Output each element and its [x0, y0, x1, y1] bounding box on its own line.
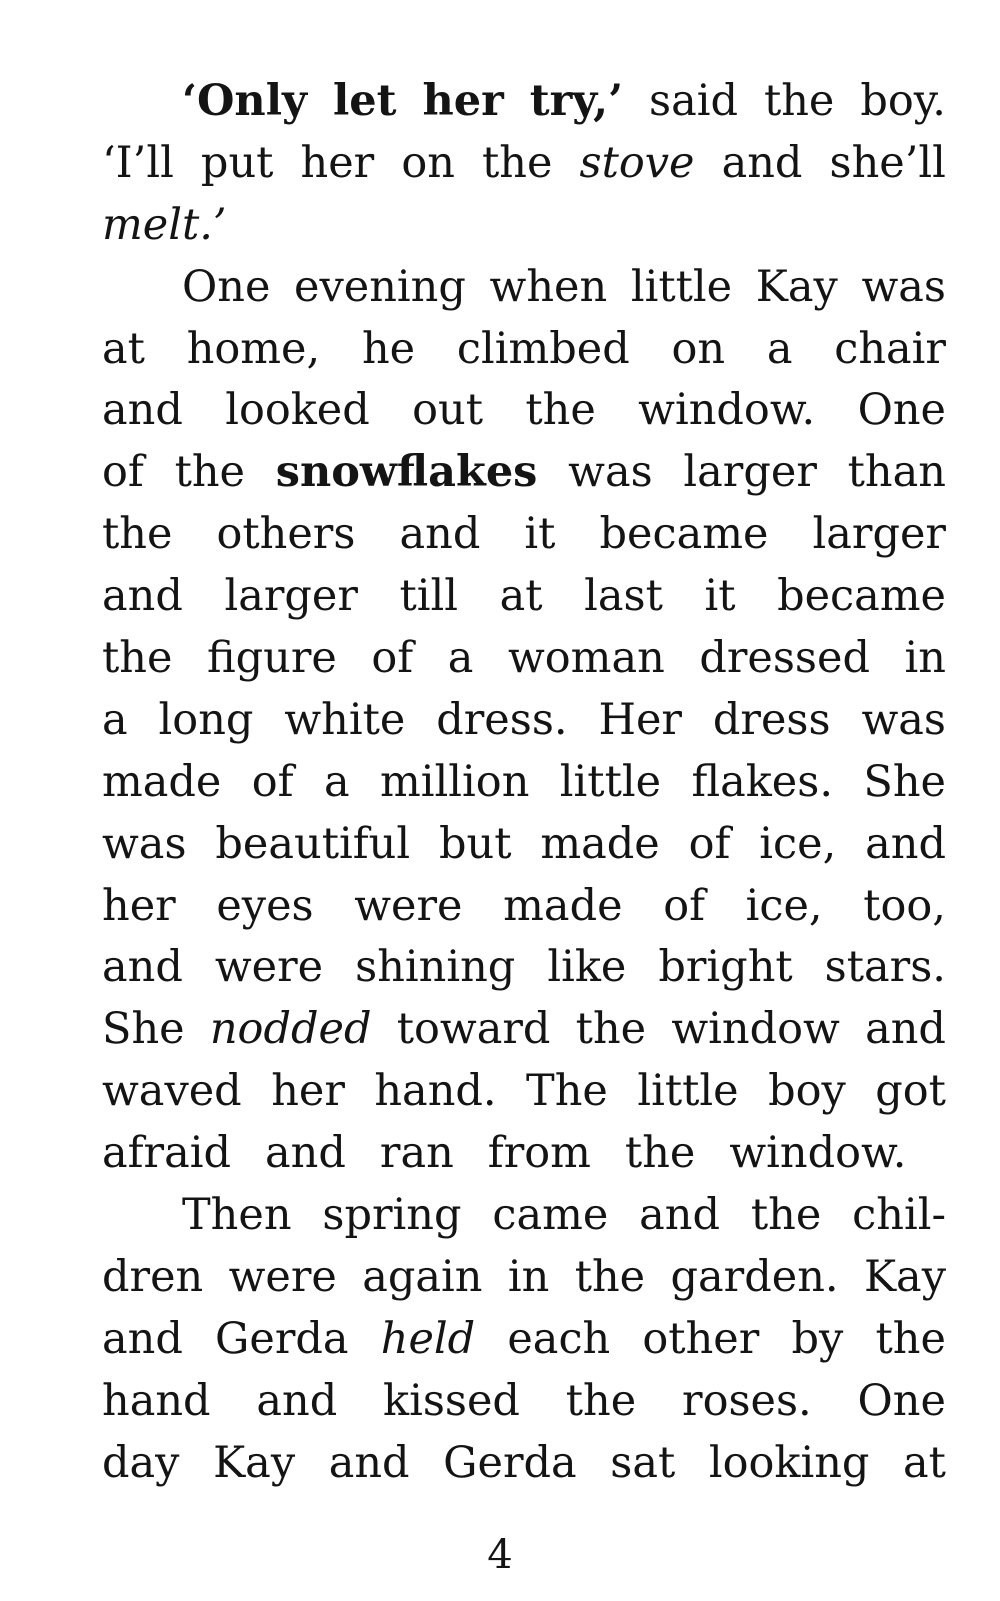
text-line [102, 751, 946, 813]
word: her [300, 137, 375, 188]
word: were [354, 880, 463, 931]
word: was [861, 261, 946, 312]
word: in [904, 633, 946, 684]
word: flakes. [691, 756, 833, 807]
word: and [102, 571, 183, 622]
word: She [102, 1004, 185, 1055]
word: try,’ [529, 76, 624, 126]
word: Gerda [215, 1313, 349, 1364]
word: little [637, 1066, 739, 1117]
word: it [704, 571, 736, 622]
word: on [401, 137, 455, 188]
word: dren [102, 1251, 204, 1302]
text-line [102, 1060, 946, 1122]
word: and [265, 1128, 346, 1179]
word: ‘Only [182, 76, 308, 126]
word: ice, [745, 880, 823, 931]
word: woman [507, 633, 665, 684]
word: dress [712, 694, 831, 745]
word: by [791, 1313, 844, 1364]
word: again [362, 1251, 483, 1302]
word: till [399, 571, 459, 622]
word: the [875, 1313, 946, 1364]
text-line [102, 936, 946, 998]
word: the [525, 385, 596, 436]
word: too, [863, 880, 946, 931]
word: the [763, 76, 835, 126]
word: a [102, 694, 128, 745]
word: and [102, 1313, 183, 1364]
word: window [671, 1004, 840, 1055]
word: and [865, 1004, 946, 1055]
word: hand. [374, 1066, 497, 1117]
word: eyes [216, 880, 314, 931]
word: shining [355, 942, 516, 993]
word: Gerda [443, 1437, 577, 1488]
word: made [540, 818, 660, 869]
word: Kay [755, 261, 838, 312]
word: white [284, 694, 406, 745]
word: of [663, 880, 705, 931]
word: became [777, 571, 946, 622]
text-line [102, 1370, 946, 1432]
word: let [332, 76, 397, 126]
word: larger [224, 571, 358, 622]
word: evening [294, 261, 466, 312]
word: window. [638, 385, 816, 436]
text-line [102, 256, 946, 318]
word: were [214, 942, 324, 993]
word: afraid [102, 1128, 232, 1179]
word: stars. [824, 942, 946, 993]
word: Then [182, 1190, 292, 1241]
word: ‘I’ll [102, 137, 174, 188]
word: at [903, 1437, 946, 1488]
text-line [102, 813, 946, 875]
word: each [507, 1313, 611, 1364]
word: Kay [863, 1251, 946, 1302]
word: got [875, 1066, 946, 1117]
word: a [447, 633, 474, 684]
word: little [630, 261, 733, 312]
word: The [526, 1066, 608, 1117]
word: her [271, 1066, 345, 1117]
word: of [371, 633, 414, 684]
word: ran [379, 1128, 454, 1179]
word: but [438, 818, 512, 869]
text-line [102, 689, 946, 751]
word: put [200, 137, 274, 188]
text-line [102, 1246, 946, 1308]
text-line [102, 1432, 946, 1494]
word: she’ll [829, 137, 946, 188]
text-block [102, 70, 946, 1493]
text-line [102, 1184, 946, 1246]
word: window. [729, 1128, 907, 1179]
word: of [102, 447, 144, 498]
word: was [861, 694, 946, 745]
word: and [639, 1190, 721, 1241]
word: out [412, 385, 484, 436]
word: melt.’ [102, 199, 227, 250]
text-line [102, 875, 946, 937]
text-line [102, 194, 946, 256]
word: spring [322, 1190, 462, 1241]
text-line [102, 70, 946, 132]
page-number: 4 [487, 1532, 513, 1578]
word: million [380, 756, 530, 807]
text-line [102, 1122, 946, 1184]
word: dressed [699, 633, 870, 684]
word: her [102, 880, 176, 931]
word: became [599, 509, 769, 560]
word: long [158, 694, 254, 745]
word: and [256, 1375, 338, 1426]
word: garden. [670, 1251, 839, 1302]
word: Her [598, 694, 682, 745]
word: boy. [860, 76, 946, 126]
word: and [399, 509, 481, 560]
text-line [102, 627, 946, 689]
word: larger [683, 447, 817, 498]
word: climbed [456, 323, 630, 374]
word: nodded [209, 1004, 372, 1055]
word: said [649, 76, 738, 126]
word: home, [186, 323, 321, 374]
word: he [361, 323, 416, 374]
word: bright [658, 942, 793, 993]
word: One [182, 261, 271, 312]
text-line [102, 565, 946, 627]
word: roses. [682, 1375, 812, 1426]
word: was [568, 447, 653, 498]
word: snowflakes [275, 447, 538, 498]
word: ice, [759, 818, 837, 869]
word: it [524, 509, 556, 560]
word: looking [708, 1437, 870, 1488]
word: other [642, 1313, 760, 1364]
word: the [102, 633, 173, 684]
word: the [624, 1128, 696, 1179]
text-line [102, 379, 946, 441]
word: made [503, 880, 623, 931]
text-line [102, 1308, 946, 1370]
word: others [216, 509, 356, 560]
word: in [507, 1251, 550, 1302]
text-line [102, 998, 946, 1060]
word: chair [834, 323, 946, 374]
word: chil- [852, 1190, 946, 1241]
word: stove [579, 137, 695, 188]
word: little [559, 756, 662, 807]
word: last [584, 571, 663, 622]
word: made [102, 756, 222, 807]
word: on [671, 323, 726, 374]
word: larger [812, 509, 946, 560]
word: and [102, 942, 183, 993]
word: dress. [436, 694, 568, 745]
word: the [565, 1375, 637, 1426]
text-line [102, 318, 946, 380]
word: from [487, 1128, 591, 1179]
word: the [575, 1004, 647, 1055]
word: of [251, 756, 294, 807]
word: One [857, 1375, 946, 1426]
word: toward [396, 1004, 551, 1055]
word: and [865, 818, 946, 869]
word: like [547, 942, 627, 993]
word: the [574, 1251, 646, 1302]
word: the [174, 447, 245, 498]
word: One [857, 385, 946, 436]
word: kissed [383, 1375, 520, 1426]
word: at [499, 571, 543, 622]
word: waved [102, 1066, 242, 1117]
text-line [102, 503, 946, 565]
word: when [489, 261, 608, 312]
word: figure [206, 633, 337, 684]
word: held [380, 1313, 476, 1364]
word: came [492, 1190, 609, 1241]
word: a [766, 323, 793, 374]
word: beautiful [215, 818, 411, 869]
word: day [102, 1437, 180, 1488]
word: were [228, 1251, 337, 1302]
text-line [102, 441, 946, 503]
word: and [102, 385, 183, 436]
word: She [863, 756, 946, 807]
word: a [323, 756, 350, 807]
word: hand [102, 1375, 211, 1426]
word: at [102, 323, 145, 374]
text-line [102, 132, 946, 194]
word: looked [225, 385, 370, 436]
word: and [721, 137, 803, 188]
word: of [688, 818, 731, 869]
word: than [847, 447, 946, 498]
word: her [422, 76, 504, 126]
word: and [328, 1437, 410, 1488]
word: boy [768, 1066, 846, 1117]
word: sat [610, 1437, 676, 1488]
word: Kay [213, 1437, 296, 1488]
word: was [102, 818, 187, 869]
word: the [750, 1190, 822, 1241]
word: the [102, 509, 173, 560]
word: the [482, 137, 553, 188]
